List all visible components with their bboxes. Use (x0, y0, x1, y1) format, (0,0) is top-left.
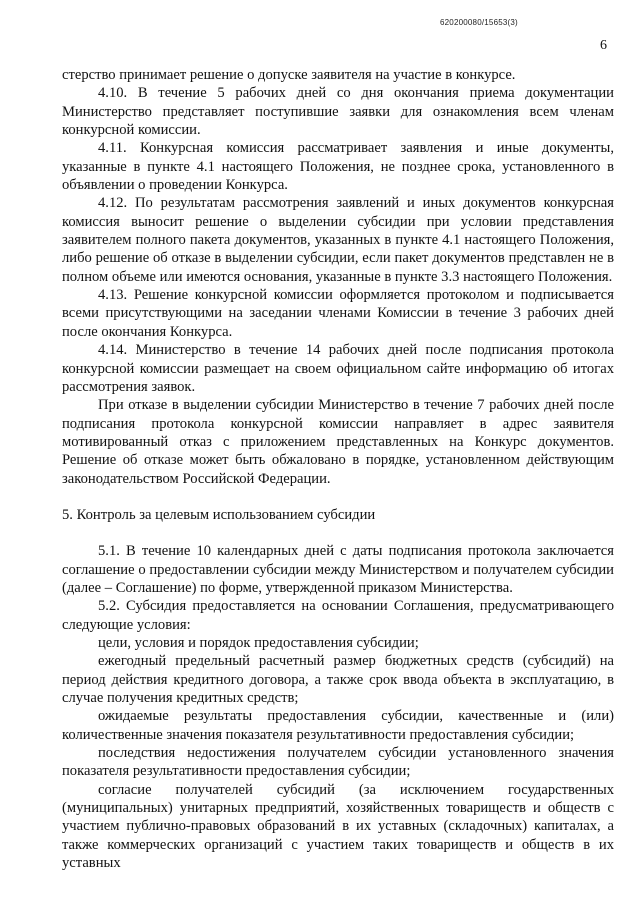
paragraph-5-2: 5.2. Субсидия предоставляется на основании Соглашения, предусматривающего следующие условия: (62, 598, 614, 633)
condition-item: цели, условия и порядок предоставления субсидии; (98, 634, 419, 651)
paragraph-4-11: 4.11. Конкурсная комиссия рассматривает заявления и иные документы, указанные в пункте 4.1 настоящего Положения, не позднее срока, установленного в объявлении о проведении Конкурса. (62, 140, 614, 194)
paragraph-4-13: 4.13. Решение конкурсной комиссии оформляется протоколом и подписывается всеми присутствующими на заседании членами Комиссии в течение 3 рабочих дней после окончания Конкурса. (62, 287, 614, 340)
section-title: 5. Контроль за целевым использованием субсидии (62, 506, 376, 523)
paragraph-refusal: При отказе в выделении субсидии Министерство в течение 7 рабочих дней после подписания протокола конкурсной комиссии направляет в адрес заявителя мотивированный отказ с приложением представленных на Конкурс документов. Решение об отказе может быть обжаловано в порядке, установленном действующим законодательством Российской Федерации. (62, 397, 614, 487)
document-id: 620200080/15653(3) (440, 18, 518, 27)
paragraph-4-10: 4.10. В течение 5 рабочих дней со дня окончания приема документации Министерство представляет поступившие заявки для ознакомления всем членам конкурсной комиссии. (62, 85, 614, 139)
page-number: 6 (600, 38, 607, 53)
condition-item: ожидаемые результаты предоставления субсидии, качественные и (или) количественные значения показателя результативности предоставления субсидии; (62, 708, 614, 743)
paragraph-5-1: 5.1. В течение 10 календарных дней с даты подписания протокола заключается соглашение о предоставлении субсидии между Министерством и получателем субсидии (далее – Соглашение) по форме, утвержденной приказом Министерства. (62, 543, 614, 596)
condition-item: последствия недостижения получателем субсидии установленного значения показателя результативности предоставления субсидии; (62, 745, 614, 780)
condition-item: согласие получателей субсидий (за исключением государственных (муниципальных) унитарных предприятий, хозяйственных товариществ и обществ с участием публично-правовых образований в их уставных (складочных) капиталах, а также коммерческих организаций с участием таких товариществ и обществ в их уставных (62, 781, 614, 872)
paragraph-4-12: 4.12. По результатам рассмотрения заявлений и иных документов конкурсная комиссия выносит решение о выделении субсидии при условии представления заявителем полного пакета документов, указанных в пункте 4.1 настоящего Положения, либо решение об отказе в выделении субсидии, если пакет документов представлен не в полном объеме или имеются основания, указанные в пункте 3.3 настоящего Положения. (62, 195, 614, 285)
condition-item: ежегодный предельный расчетный размер бюджетных средств (субсидий) на период действия кредитного договора, а также срок ввода объекта в эксплуатацию, в случае получения кредитных средств; (62, 653, 614, 706)
paragraph-4-14: 4.14. Министерство в течение 14 рабочих дней после подписания протокола конкурсной комиссии размещает на своем официальном сайте информацию об итогах рассмотрения заявок. (62, 342, 614, 395)
paragraph-continuation: стерство принимает решение о допуске заявителя на участие в конкурсе. (62, 67, 516, 83)
document-body (62, 66, 614, 872)
